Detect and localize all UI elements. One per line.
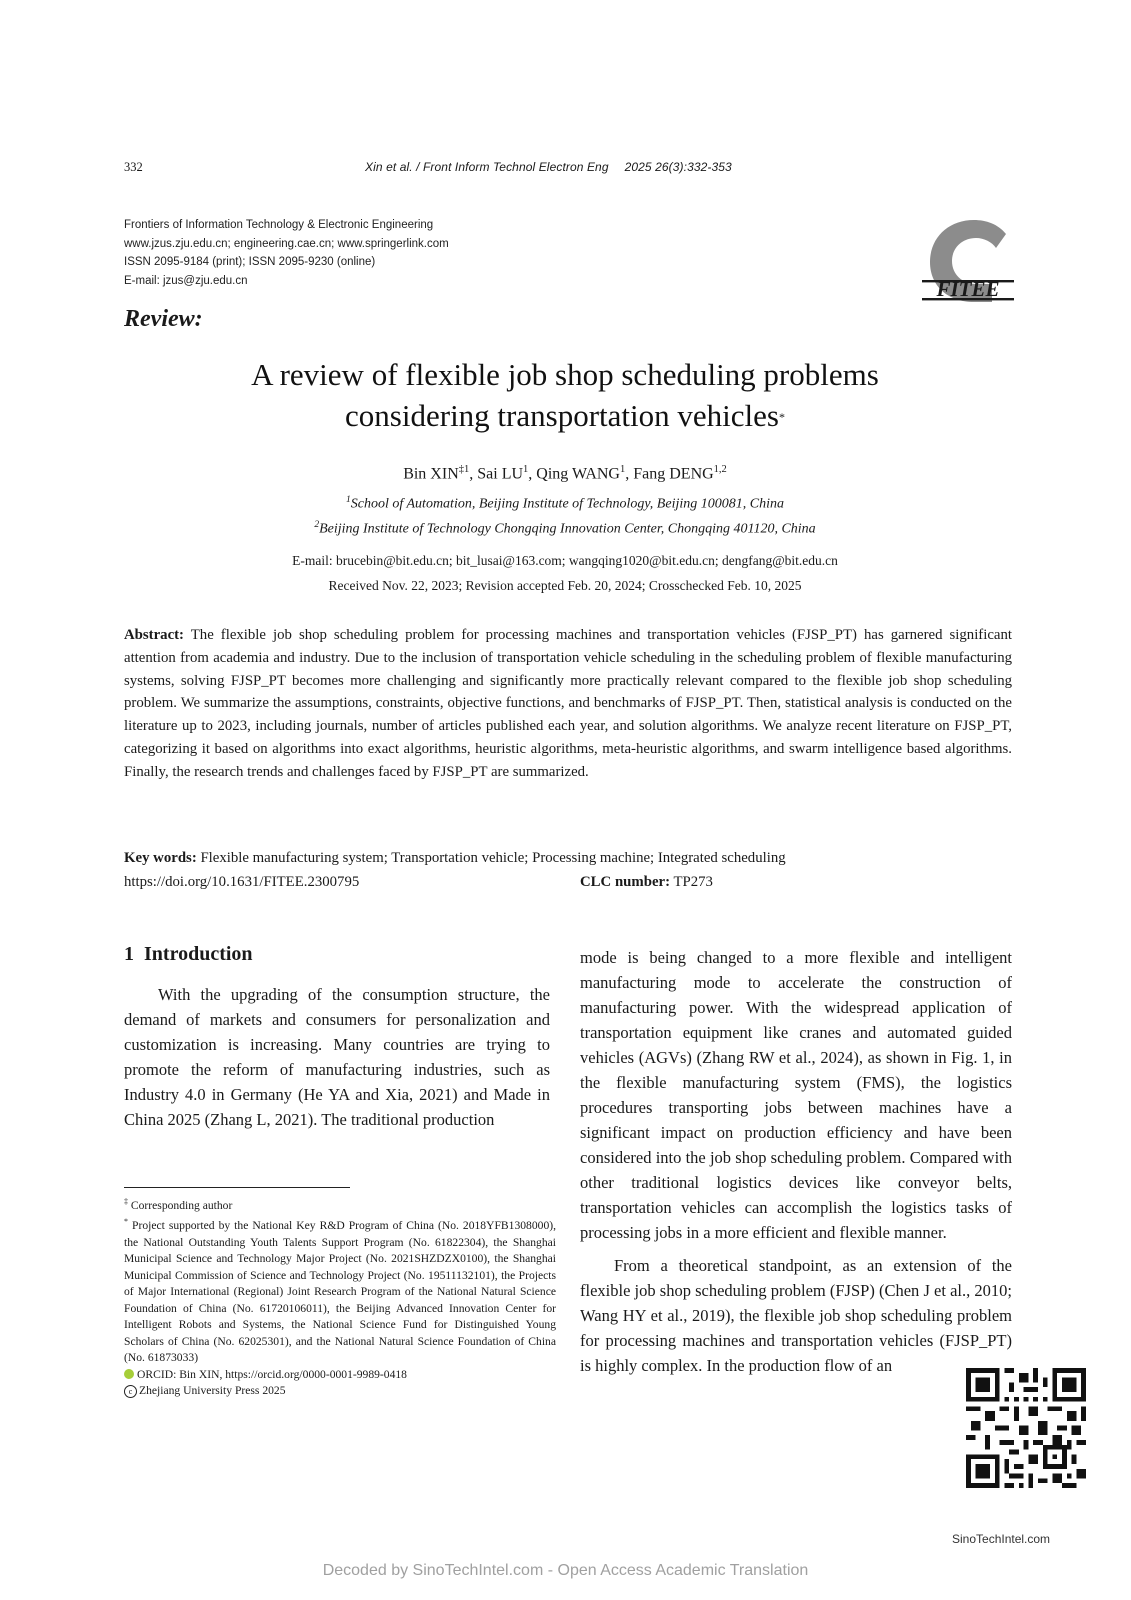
keywords-text: Flexible manufacturing system; Transportation vehicle; Processing machine; Integrated scheduling bbox=[200, 850, 786, 866]
title-line-2-wrap bbox=[140, 395, 990, 436]
orcid-icon bbox=[124, 1369, 134, 1379]
journal-email: E-mail: jzus@zju.edu.cn bbox=[124, 275, 248, 287]
title-line-1: A review of flexible job shop scheduling problems bbox=[251, 357, 879, 392]
author-list: Bin XIN$^{\ddagger 1}$, Sai $LU^1$, Qing WANG$^1$, Fang DENG$^{1,2}$ bbox=[403, 464, 727, 483]
affiliation-1 bbox=[140, 495, 990, 513]
affiliation-sup: 2 bbox=[314, 520, 320, 530]
author-name: Fang DENG bbox=[633, 465, 714, 483]
abstract-text: The flexible job shop scheduling problem for processing machines and transportation vehicles (FJSP_PT) has garnered significant attention from academia and industry. Due to the inclusion of transportation vehicle scheduling in the scheduling problem of flexible manufacturing systems, solving FJSP_PT becomes more challenging and significantly more practically relevant compared to the flexible job shop scheduling problem. We summarize the assumptions, constraints, objective functions, and benchmarks of FJSP_PT. Then, statistical analysis is conducted on the literature up to 2023, including journals, number of articles published each year, and solution algorithms. We analyze recent literature on FJSP_PT, categorizing it based on algorithms into exact algorithms, heuristic algorithms, meta-heuristic algorithms, and swarm intelligence based algorithms. Finally, the research trends and challenges faced by FJSP_PT are summarized. bbox=[124, 627, 1012, 780]
author-sup: 1 bbox=[619, 464, 626, 475]
qr-code-label[interactable]: SinoTechIntel.com bbox=[952, 1532, 1051, 1546]
clc-number bbox=[580, 874, 713, 891]
section-title: Introduction bbox=[144, 943, 253, 965]
journal-websites: www.jzus.zju.edu.cn; engineering.cae.cn; www.springerlink.com bbox=[124, 238, 449, 250]
affiliation-text: Beijing Institute of Technology Chongqing Innovation Center, Chongqing 401120, China bbox=[319, 521, 816, 537]
keywords bbox=[124, 850, 1012, 867]
author-sup: ‡1 bbox=[458, 464, 470, 475]
journal-issn: ISSN 2095-9184 (print); ISSN 2095-9230 (online) bbox=[124, 256, 376, 268]
fitee-logo-text: FITEE bbox=[936, 277, 1000, 301]
author-name: Qing WANG bbox=[536, 465, 620, 483]
affiliation-2 bbox=[140, 520, 990, 538]
title-line-2: considering transportation vehicles bbox=[345, 398, 779, 433]
qr-code-image[interactable] bbox=[966, 1368, 1086, 1488]
footnotes bbox=[124, 1194, 556, 1400]
body-column-left bbox=[124, 982, 550, 1132]
footnote-orcid bbox=[124, 1367, 556, 1384]
running-header bbox=[365, 160, 732, 174]
footnote-mark: * bbox=[124, 1217, 128, 1227]
author-sup: 1,2 bbox=[713, 464, 727, 475]
footnote-mark: ‡ bbox=[124, 1197, 128, 1206]
section-heading bbox=[124, 943, 253, 966]
running-title: Xin et al. / Front Inform Technol Electron Eng bbox=[365, 160, 609, 174]
body-paragraph: With the upgrading of the consumption structure, the demand of markets and consumers for personalization and customization is increasing. Many countries are trying to promote the reform of manufacturing industries, such as Industry 4.0 in Germany (He YA and Xia, 2021) and Made in China 2025 (Zhang L, 2021). The traditional production bbox=[124, 985, 550, 1129]
copyright-icon: c bbox=[124, 1385, 137, 1398]
keywords-label: Key words: bbox=[124, 850, 197, 866]
footnote-rule bbox=[124, 1187, 350, 1188]
affiliation-text: School of Automation, Beijing Institute of Technology, Beijing 100081, China bbox=[350, 496, 784, 512]
footnote-text: Corresponding author bbox=[130, 1198, 233, 1212]
doi-link[interactable]: https://doi.org/10.1631/FITEE.2300795 bbox=[124, 874, 360, 890]
article-type-label: Review: bbox=[124, 306, 203, 332]
body-paragraph: From a theoretical standpoint, as an extension of the flexible job shop scheduling problem (FJSP) (Chen J et al., 2010; Wang HY et al., 2019), the flexible job shop scheduling problem for processing machines and transportation vehicles (FJSP_PT) is highly complex. In the production flow of an bbox=[580, 1256, 1012, 1375]
affiliation-sup: 1 bbox=[346, 495, 351, 505]
body-column-right bbox=[580, 945, 1012, 1378]
paper-title bbox=[140, 354, 990, 436]
footnote-project bbox=[124, 1214, 556, 1366]
footnote-corresponding bbox=[124, 1194, 556, 1214]
fitee-logo bbox=[922, 218, 1014, 304]
author-name: Bin XIN bbox=[403, 465, 459, 483]
copyright-text: Zhejiang University Press 2025 bbox=[139, 1384, 286, 1398]
author-sup: 1 bbox=[523, 464, 529, 475]
title-footnote-mark: * bbox=[778, 410, 785, 424]
article-dates: Received Nov. 22, 2023; Revision accepted Feb. 20, 2024; Crosschecked Feb. 10, 2025 bbox=[328, 578, 802, 593]
footnote-copyright bbox=[124, 1383, 556, 1400]
clc-value: TP273 bbox=[673, 874, 713, 890]
body-paragraph: mode is being changed to a more flexible and intelligent manufacturing mode to accelerate the construction of manufacturing power. With the widespread application of transportation equipment like cranes and automated guided vehicles (AGVs) (Zhang RW et al., 2024), as shown in Fig. 1, in the flexible manufacturing system (FMS), the logistics procedures transporting jobs between machines have a significant impact on production efficiency and have been considered into the job shop scheduling problem. Compared with other traditional logistics devices like conveyor belts, transportation vehicles can accomplish the logistics tasks of processing jobs in a more efficient and flexible manner. bbox=[580, 948, 1012, 1242]
page-number: 332 bbox=[124, 160, 143, 174]
journal-name: Frontiers of Information Technology & Electronic Engineering bbox=[124, 219, 434, 231]
watermark-banner: Decoded by SinoTechIntel.com - Open Access Academic Translation bbox=[322, 1562, 809, 1579]
footnote-text: Project supported by the National Key R&D Program of China (No. 2018YFB1308000), the National Outstanding Youth Talents Support Program (No. 61822304), the Shanghai Municipal Science and Technology Major Project (No. 2021SHZDZX0100), the Shanghai Municipal Commission of Science and Technology Project (No. 19511132101), the Projects of Major International (Regional) Joint Research Program of the National Natural Science Foundation of China (No. 61720106011), the Beijing Advanced Innovation Center for Intelligent Robots and Systems, the National Science Fund for Distinguished Young Scholars of China (No. 62025301), and the National Natural Science Foundation of China (No. 61873033) bbox=[124, 1219, 556, 1365]
author-name: Sai LU bbox=[477, 465, 524, 483]
journal-citation: 2025 26(3):332-353 bbox=[624, 160, 732, 174]
abstract-label: Abstract: bbox=[124, 627, 184, 643]
abstract bbox=[124, 624, 1012, 784]
clc-label: CLC number: bbox=[580, 874, 671, 890]
author-emails: E-mail: brucebin@bit.edu.cn; bit_lusai@163.com; wangqing1020@bit.edu.cn; dengfang@bit.edu.cn bbox=[292, 553, 838, 568]
orcid-text[interactable]: ORCID: Bin XIN, https://orcid.org/0000-0001-9989-0418 bbox=[137, 1367, 407, 1381]
section-number: 1 bbox=[124, 943, 134, 965]
